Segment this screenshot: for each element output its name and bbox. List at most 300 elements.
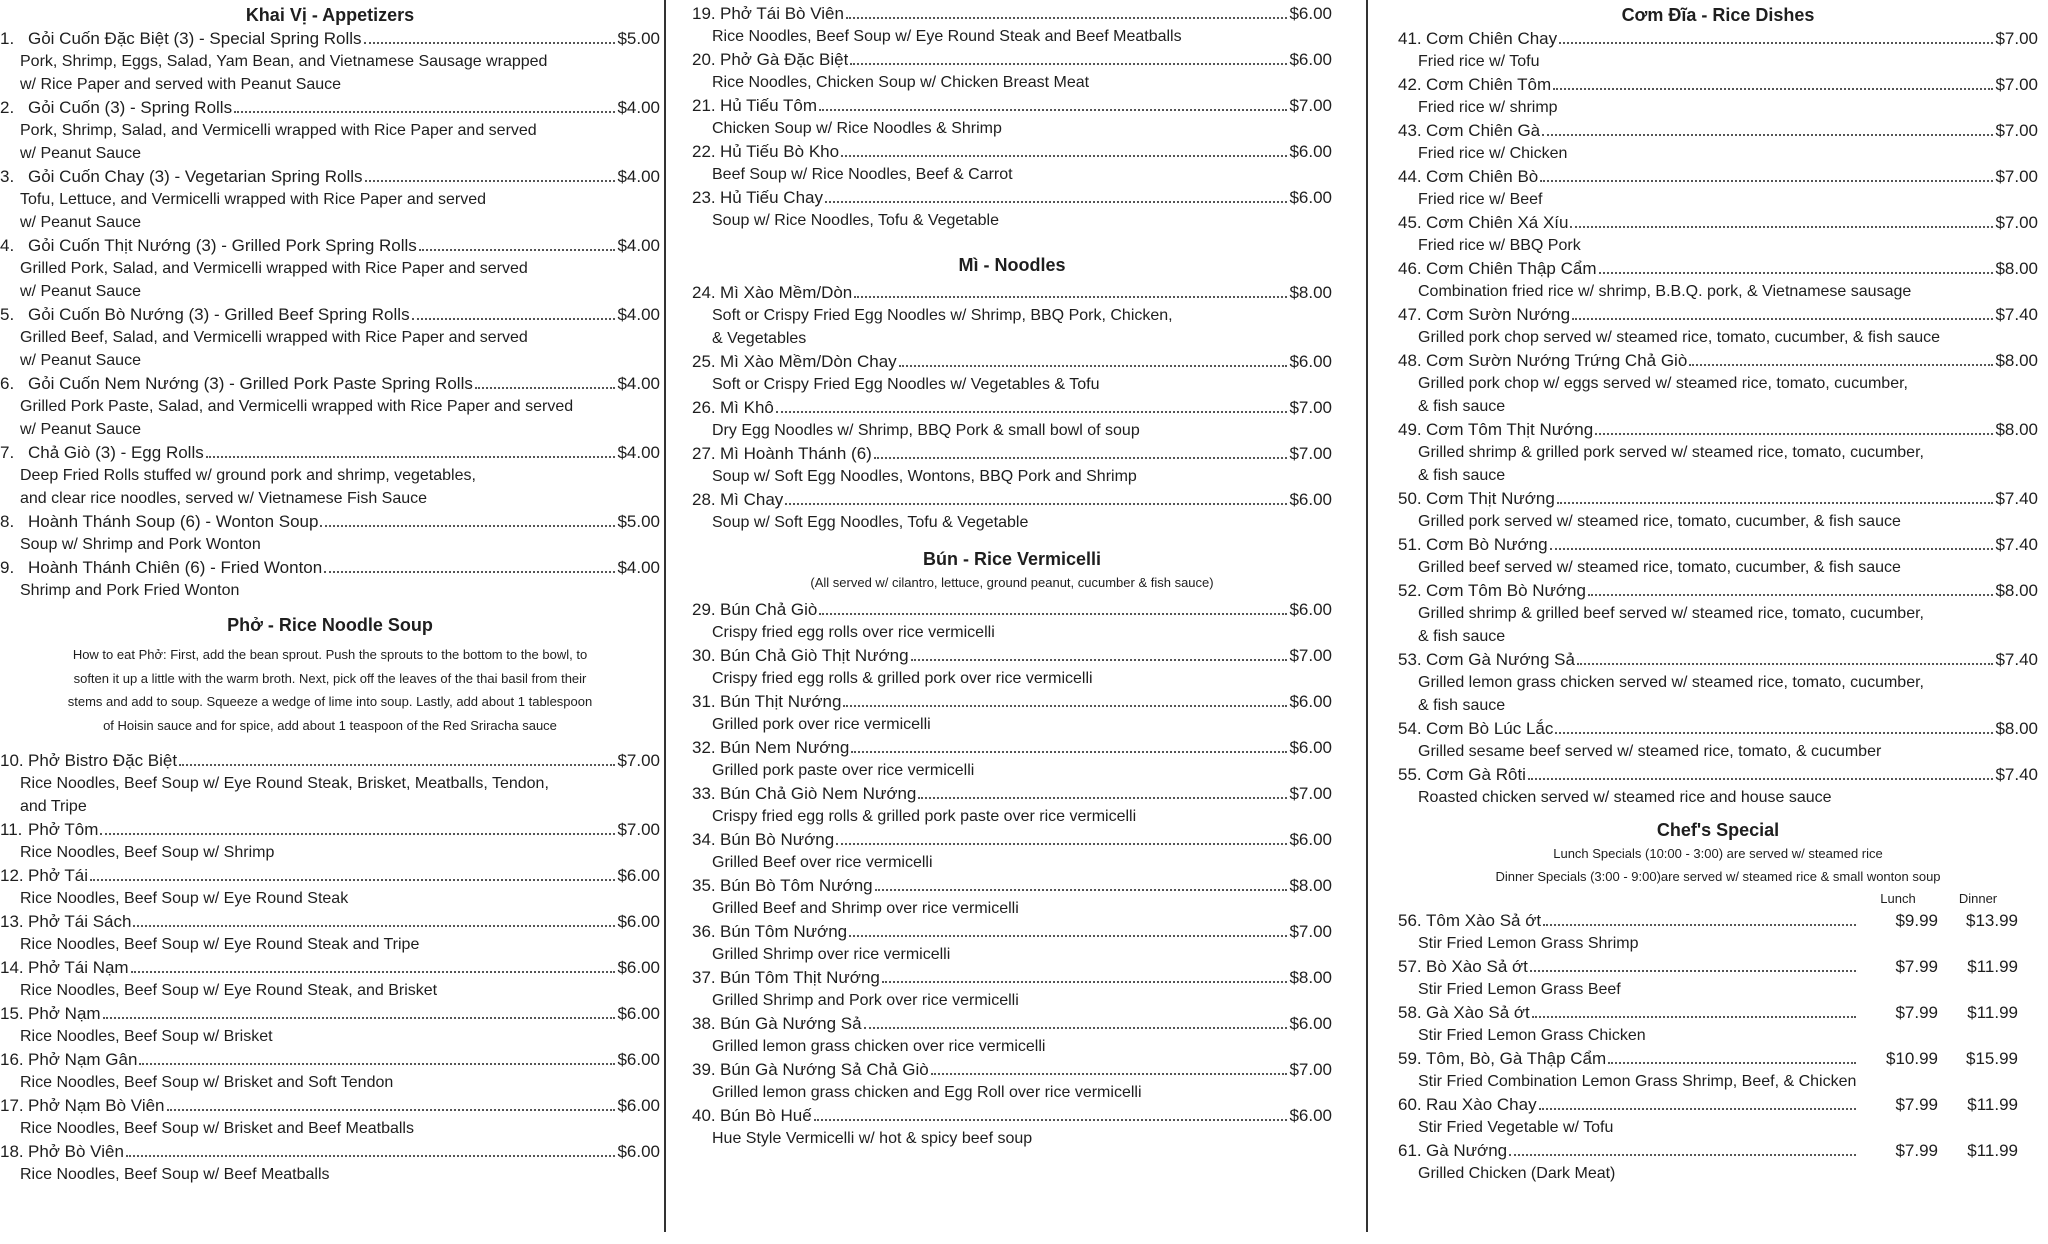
item-number: 57. [1398, 957, 1422, 976]
menu-item-line [692, 94, 1332, 117]
item-number: 10. [0, 751, 24, 770]
how-to-text: stems and add to soup. Squeeze a wedge of lime into soup. Lastly, add about 1 tablespoon [67, 694, 593, 709]
menu-item [1398, 579, 2038, 648]
section-title: Bún - Rice Vermicelli [922, 549, 1102, 569]
menu-item [0, 165, 660, 234]
item-number: 21. [692, 96, 716, 115]
item-number: 47. [1398, 305, 1422, 324]
menu-item [1398, 257, 2038, 303]
how-to-text: How to eat Phở: First, add the bean sprout. Push the sprouts to the bottom to the bowl, to [72, 647, 588, 662]
item-price: $8.00 [1995, 719, 2038, 738]
how-to-text: of Hoisin sauce and for spice, add about 1 teaspoon of the Red Sriracha sauce [103, 717, 557, 733]
item-description: & fish sauce [1418, 628, 1506, 645]
dotted-leader [851, 751, 1287, 753]
menu-item-line [692, 1104, 1332, 1127]
dotted-leader [819, 613, 1287, 615]
item-name: Bún Chả Giò [720, 600, 818, 619]
item-description: Grilled shrimp & grilled beef served w/ steamed rice, tomato, cucumber, [1418, 605, 1924, 622]
item-number: 38. [692, 1014, 716, 1033]
dotted-leader [1539, 1108, 1856, 1110]
menu-item-line [0, 864, 660, 887]
item-number: 61. [1398, 1141, 1422, 1160]
item-name: Gỏi Cuốn Thịt Nướng (3) - Grilled Pork Spring Rolls [28, 236, 417, 255]
item-price: $7.00 [1289, 398, 1332, 417]
item-description: Soup w/ Shrimp and Pork Wonton [20, 536, 261, 553]
item-description: Tofu, Lettuce, and Vermicelli wrapped with Rice Paper and served [20, 191, 487, 208]
item-number: 34. [692, 830, 716, 849]
menu-item-line [0, 510, 660, 533]
item-name: Gỏi Cuốn (3) - Spring Rolls [28, 98, 233, 117]
item-price: $4.00 [617, 236, 660, 255]
item-description: Grilled Beef over rice vermicelli [712, 854, 933, 871]
how-to-text: soften it up a little with the warm broth. Next, pick off the leaves of the thai basil from their [73, 670, 587, 686]
menu-item-line [1398, 73, 2038, 96]
item-price: $7.00 [1289, 922, 1332, 941]
menu-item [692, 874, 1332, 920]
item-number: 20. [692, 50, 716, 69]
item-number: 37. [692, 968, 716, 987]
menu-item [692, 736, 1332, 782]
menu-item-line [692, 966, 1332, 989]
menu-item [0, 303, 660, 372]
menu-item-line [692, 350, 1332, 373]
item-description: Stir Fried Lemon Grass Beef [1418, 981, 1621, 998]
item-number: 33. [692, 784, 716, 803]
item-name: Tôm, Bò, Gà Thập Cẩm [1426, 1049, 1607, 1068]
menu-item [692, 488, 1332, 534]
dotted-leader [854, 296, 1287, 298]
menu-item [0, 1048, 660, 1094]
menu-item [1398, 418, 2038, 487]
item-number: 26. [692, 398, 716, 417]
item-description: Grilled Shrimp and Pork over rice vermicelli [712, 992, 1019, 1009]
item-description: Soup w/ Rice Noodles, Tofu & Vegetable [712, 212, 999, 229]
dotted-leader [1570, 226, 1993, 228]
item-number: 4. [0, 236, 15, 255]
lunch-price: $9.99 [1895, 911, 1938, 930]
item-number: 40. [692, 1106, 716, 1125]
menu-item-line [692, 644, 1332, 667]
item-description: Combination fried rice w/ shrimp, B.B.Q. pork, & Vietnamese sausage [1418, 283, 1912, 300]
dinner-specials-note: Dinner Specials (3:00 - 9:00)are served w/ steamed rice & small wonton soup [1495, 869, 1941, 884]
menu-item-line [1398, 1047, 2038, 1070]
item-price: $6.00 [1289, 1106, 1332, 1125]
dotted-leader [849, 935, 1287, 937]
menu-item-line [1398, 257, 2038, 280]
menu-item [692, 350, 1332, 396]
item-price: $8.00 [1995, 581, 2038, 600]
menu-item [1398, 648, 2038, 717]
menu-item-line [1398, 119, 2038, 142]
dotted-leader [846, 17, 1288, 19]
chef-special-item [1398, 1093, 2038, 1139]
item-description: Soft or Crispy Fried Egg Noodles w/ Shrimp, BBQ Pork, Chicken, [712, 307, 1173, 324]
item-name: Cơm Gà Nướng Sả [1426, 650, 1575, 669]
item-price: $8.00 [1995, 259, 2038, 278]
menu-item-line [0, 556, 660, 579]
item-price: $6.00 [1289, 1014, 1332, 1033]
item-price: $6.00 [1289, 738, 1332, 757]
menu-item-line [692, 782, 1332, 805]
item-price: $7.40 [1995, 535, 2038, 554]
menu-item-line [0, 749, 660, 772]
menu-item [692, 828, 1332, 874]
item-number: 5. [0, 305, 15, 324]
chef-special-item [1398, 1047, 2038, 1093]
item-name: Mì Xào Mềm/Dòn Chay [720, 352, 897, 371]
section-title: Chef's Special [1656, 820, 1780, 840]
item-name: Hủ Tiếu Tôm [720, 96, 818, 115]
dinner-label: Dinner [1958, 891, 1998, 906]
dotted-leader [1530, 970, 1856, 972]
item-price: $6.00 [1289, 188, 1332, 207]
item-description: Soup w/ Soft Egg Noodles, Tofu & Vegetable [712, 514, 1029, 531]
item-price: $7.00 [1995, 29, 2038, 48]
item-name: Cơm Tôm Bò Nướng [1426, 581, 1586, 600]
chef-special-item [1398, 955, 2038, 1001]
item-description: Grilled beef served w/ steamed rice, tomato, cucumber, & fish sauce [1418, 559, 1901, 576]
item-number: 48. [1398, 351, 1422, 370]
menu-item [0, 1094, 660, 1140]
dotted-leader [1608, 1062, 1856, 1064]
item-name: Rau Xào Chay [1426, 1095, 1537, 1114]
menu-item [0, 510, 660, 556]
item-number: 25. [692, 352, 716, 371]
item-description: Rice Noodles, Beef Soup w/ Eye Round Steak [20, 890, 349, 907]
item-number: 17. [0, 1096, 24, 1115]
menu-item [0, 556, 660, 602]
menu-item [0, 818, 660, 864]
menu-column-2 [692, 0, 1332, 1150]
item-number: 23. [692, 188, 716, 207]
menu-item-line [1398, 763, 2038, 786]
item-price: $7.00 [1995, 121, 2038, 140]
dotted-leader [899, 365, 1288, 367]
item-name: Gà Xào Sả ớt [1426, 1003, 1530, 1022]
dotted-leader [320, 525, 615, 527]
menu-item-line [1398, 717, 2038, 740]
item-description: Crispy fried egg rolls over rice vermicelli [712, 624, 995, 641]
item-description: Fried rice w/ shrimp [1418, 99, 1558, 116]
item-price: $7.40 [1995, 765, 2038, 784]
menu-item [1398, 349, 2038, 418]
dotted-leader [850, 63, 1287, 65]
menu-item-line [692, 48, 1332, 71]
item-description: Deep Fried Rolls stuffed w/ ground pork and shrimp, vegetables, [20, 467, 476, 484]
item-description: Soup w/ Soft Egg Noodles, Wontons, BBQ Pork and Shrimp [712, 468, 1137, 485]
item-number: 2. [0, 98, 15, 117]
menu-item [692, 598, 1332, 644]
item-name: Phở Nạm Gân [28, 1050, 138, 1069]
menu-item [692, 396, 1332, 442]
item-description: Grilled pork over rice vermicelli [712, 716, 931, 733]
dotted-leader [843, 705, 1287, 707]
menu-item-line [692, 281, 1332, 304]
dotted-leader [1528, 778, 1994, 780]
menu-item-line [0, 165, 660, 188]
item-description: Stir Fried Combination Lemon Grass Shrimp, Beef, & Chicken [1418, 1073, 1857, 1090]
item-name: Gỏi Cuốn Bò Nướng (3) - Grilled Beef Spring Rolls [28, 305, 410, 324]
item-price: $6.00 [617, 1004, 660, 1023]
menu-item-line [692, 598, 1332, 621]
menu-item [1398, 487, 2038, 533]
menu-item [692, 186, 1332, 232]
dinner-price: $15.99 [1966, 1049, 2018, 1068]
dotted-leader [776, 411, 1288, 413]
lunch-specials-note: Lunch Specials (10:00 - 3:00) are served w/ steamed rice [1553, 846, 1883, 861]
item-name: Phở Bistro Đặc Biệt [28, 751, 178, 770]
item-number: 49. [1398, 420, 1422, 439]
menu-item-line [692, 442, 1332, 465]
item-description: Grilled lemon grass chicken served w/ steamed rice, tomato, cucumber, [1418, 674, 1924, 691]
item-number: 3. [0, 167, 15, 186]
menu-item-line [1398, 648, 2038, 671]
item-number: 15. [0, 1004, 24, 1023]
item-name: Cơm Sườn Nướng [1426, 305, 1571, 324]
item-name: Cơm Chiên Thập Cẩm [1426, 259, 1597, 278]
item-price: $7.00 [617, 820, 660, 839]
item-name: Hủ Tiếu Bò Kho [720, 142, 840, 161]
item-price: $7.40 [1995, 305, 2038, 324]
dotted-leader [1689, 364, 1993, 366]
chef-special-item [1398, 1139, 2038, 1185]
item-price: $5.00 [617, 29, 660, 48]
item-description: Rice Noodles, Beef Soup w/ Eye Round Steak, and Brisket [20, 982, 438, 999]
item-price: $6.00 [617, 866, 660, 885]
item-name: Cơm Chiên Xá Xíu [1426, 213, 1569, 232]
item-price: $6.00 [1289, 600, 1332, 619]
item-name: Bún Thịt Nướng [720, 692, 842, 711]
item-name: Mì Xào Mềm/Dòn [720, 283, 853, 302]
dotted-leader [1555, 732, 1993, 734]
item-name: Cơm Bò Nướng [1426, 535, 1548, 554]
chef-special-item [1398, 909, 2038, 955]
menu-item [1398, 763, 2038, 809]
item-price: $7.00 [1289, 444, 1332, 463]
item-description: Rice Noodles, Beef Soup w/ Eye Round Steak and Beef Meatballs [712, 28, 1182, 45]
menu-item [692, 140, 1332, 186]
item-description: w/ Peanut Sauce [20, 352, 141, 369]
menu-item-line [1398, 1139, 2038, 1162]
item-price: $6.00 [617, 1050, 660, 1069]
menu-item-line [0, 818, 660, 841]
item-number: 16. [0, 1050, 24, 1069]
dotted-leader [1542, 134, 1993, 136]
item-price: $7.00 [1995, 75, 2038, 94]
menu-item [692, 1058, 1332, 1104]
menu-item [0, 96, 660, 165]
menu-item-line [0, 441, 660, 464]
item-description: & fish sauce [1418, 467, 1506, 484]
menu-item-line [692, 920, 1332, 943]
item-number: 22. [692, 142, 716, 161]
menu-item-line [692, 488, 1332, 511]
column-divider [664, 0, 666, 1232]
item-name: Phở Tôm [28, 820, 99, 839]
menu-item-line [1398, 487, 2038, 510]
item-description: & fish sauce [1418, 697, 1506, 714]
item-number: 45. [1398, 213, 1422, 232]
item-price: $6.00 [1289, 692, 1332, 711]
item-description: Grilled Chicken (Dark Meat) [1418, 1165, 1616, 1182]
dotted-leader [131, 971, 616, 973]
menu-item-line [0, 27, 660, 50]
item-description: w/ Rice Paper and served with Peanut Sauce [20, 76, 342, 93]
item-name: Bún Nem Nướng [720, 738, 850, 757]
item-description: Fried rice w/ Chicken [1418, 145, 1568, 162]
dotted-leader [1588, 594, 1993, 596]
item-price: $7.00 [1289, 96, 1332, 115]
item-price: $7.00 [1289, 646, 1332, 665]
menu-item [692, 281, 1332, 350]
menu-item-line [692, 140, 1332, 163]
item-description: w/ Peanut Sauce [20, 214, 141, 231]
item-description: Hue Style Vermicelli w/ hot & spicy beef soup [712, 1130, 1033, 1147]
item-number: 46. [1398, 259, 1422, 278]
lunch-price: $7.99 [1895, 1003, 1938, 1022]
menu-item-line [1398, 579, 2038, 602]
item-name: Phở Nạm Bò Viên [28, 1096, 165, 1115]
item-name: Cơm Tôm Thịt Nướng [1426, 420, 1594, 439]
item-name: Gỏi Cuốn Chay (3) - Vegetarian Spring Rolls [28, 167, 363, 186]
item-name: Cơm Bò Lúc Lắc [1426, 719, 1554, 738]
item-price: $6.00 [1289, 352, 1332, 371]
menu-item-line [1398, 303, 2038, 326]
item-description: Beef Soup w/ Rice Noodles, Beef & Carrot [712, 166, 1013, 183]
item-name: Bún Chả Giò Nem Nướng [720, 784, 917, 803]
item-description: Rice Noodles, Beef Soup w/ Brisket and Beef Meatballs [20, 1120, 414, 1137]
menu-item [0, 956, 660, 1002]
menu-item [692, 644, 1332, 690]
item-number: 19. [692, 4, 716, 23]
item-number: 28. [692, 490, 716, 509]
item-description: Roasted chicken served w/ steamed rice and house sauce [1418, 789, 1832, 806]
menu-item [692, 920, 1332, 966]
item-price: $7.00 [1289, 784, 1332, 803]
dotted-leader [874, 457, 1288, 459]
dotted-leader [825, 201, 1287, 203]
dotted-leader [206, 456, 616, 458]
menu-item [0, 1140, 660, 1186]
dotted-leader [836, 843, 1287, 845]
item-description: Fried rice w/ Tofu [1418, 53, 1540, 70]
item-price: $7.40 [1995, 650, 2038, 669]
item-price: $6.00 [617, 912, 660, 931]
item-description: Stir Fried Lemon Grass Chicken [1418, 1027, 1646, 1044]
menu-item-line [0, 1002, 660, 1025]
item-description: Soft or Crispy Fried Egg Noodles w/ Vegetables & Tofu [712, 376, 1100, 393]
section-title: Mì - Noodles [958, 255, 1066, 275]
item-price: $7.00 [1289, 1060, 1332, 1079]
item-price: $8.00 [1995, 420, 2038, 439]
menu-item-line [692, 2, 1332, 25]
item-number: 43. [1398, 121, 1422, 140]
dinner-price: $11.99 [1967, 1003, 2018, 1022]
item-description: Grilled sesame beef served w/ steamed rice, tomato, & cucumber [1418, 743, 1882, 760]
item-description: Chicken Soup w/ Rice Noodles & Shrimp [712, 120, 1002, 137]
item-name: Mì Hoành Thánh (6) [720, 444, 872, 463]
item-number: 24. [692, 283, 716, 302]
menu-item-line [1398, 909, 2038, 932]
menu-column-3 [1398, 0, 2038, 1185]
item-description: Shrimp and Pork Fried Wonton [20, 582, 240, 599]
item-price: $5.00 [617, 512, 660, 531]
dotted-leader [911, 659, 1288, 661]
item-description: Stir Fried Lemon Grass Shrimp [1418, 935, 1639, 952]
dotted-leader [1572, 318, 1993, 320]
item-number: 13. [0, 912, 24, 931]
dotted-leader [814, 1119, 1288, 1121]
item-price: $8.00 [1995, 351, 2038, 370]
dinner-price: $11.99 [1967, 1095, 2018, 1114]
item-description: & fish sauce [1418, 398, 1506, 415]
item-description: Grilled pork chop served w/ steamed rice, tomato, cucumber, & fish sauce [1418, 329, 1941, 346]
menu-item-line [1398, 955, 2038, 978]
pho-how-to-eat [0, 643, 660, 737]
menu-item-line [0, 234, 660, 257]
dotted-leader [234, 111, 615, 113]
menu-item [0, 749, 660, 818]
item-price: $4.00 [617, 443, 660, 462]
dotted-leader [1550, 548, 1994, 550]
item-description: Grilled Pork, Salad, and Vermicelli wrapped with Rice Paper and served [20, 260, 528, 277]
dotted-leader [1595, 433, 1993, 435]
item-number: 58. [1398, 1003, 1422, 1022]
item-price: $4.00 [617, 167, 660, 186]
dotted-leader [1540, 180, 1993, 182]
item-name: Gỏi Cuốn Nem Nướng (3) - Grilled Pork Paste Spring Rolls [28, 374, 473, 393]
dotted-leader [365, 180, 616, 182]
menu-item [0, 234, 660, 303]
item-description: Grilled lemon grass chicken over rice vermicelli [712, 1038, 1046, 1055]
item-number: 44. [1398, 167, 1422, 186]
menu-item-line [692, 828, 1332, 851]
menu-item-line [692, 396, 1332, 419]
item-description: and clear rice noodles, served w/ Vietnamese Fish Sauce [20, 490, 428, 507]
menu-item [692, 2, 1332, 48]
item-price: $7.40 [1995, 489, 2038, 508]
dotted-leader [324, 571, 615, 573]
menu-item [692, 782, 1332, 828]
item-name: Chả Giò (3) - Egg Rolls [28, 443, 204, 462]
item-name: Bún Bò Huế [720, 1106, 812, 1125]
item-description: Grilled Beef and Shrimp over rice vermicelli [712, 900, 1019, 917]
column-divider [1366, 0, 1368, 1232]
item-name: Mì Khô [720, 398, 774, 417]
item-price: $6.00 [1289, 4, 1332, 23]
item-price: $8.00 [1289, 968, 1332, 987]
item-name: Cơm Sườn Nướng Trứng Chả Giò [1426, 351, 1688, 370]
item-price: $6.00 [1289, 490, 1332, 509]
dotted-leader [841, 155, 1287, 157]
dotted-leader [1543, 924, 1856, 926]
item-name: Phở Tái Bò Viên [720, 4, 844, 23]
menu-item [1398, 119, 2038, 165]
item-description: Grilled shrimp & grilled pork served w/ steamed rice, tomato, cucumber, [1418, 444, 1924, 461]
item-description: Rice Noodles, Beef Soup w/ Eye Round Steak and Tripe [20, 936, 420, 953]
lunch-price: $10.99 [1886, 1049, 1938, 1068]
item-number: 52. [1398, 581, 1422, 600]
dotted-leader [1553, 88, 1993, 90]
item-name: Gỏi Cuốn Đặc Biệt (3) - Special Spring Rolls [28, 29, 362, 48]
item-name: Bún Chả Giò Thịt Nướng [720, 646, 909, 665]
dotted-leader [918, 797, 1287, 799]
item-name: Phở Tái Nạm [28, 958, 129, 977]
item-description: Fried rice w/ BBQ Pork [1418, 237, 1581, 254]
dotted-leader [133, 925, 615, 927]
item-description: Pork, Shrimp, Salad, and Vermicelli wrapped with Rice Paper and served [20, 122, 537, 139]
item-price: $6.00 [617, 1142, 660, 1161]
